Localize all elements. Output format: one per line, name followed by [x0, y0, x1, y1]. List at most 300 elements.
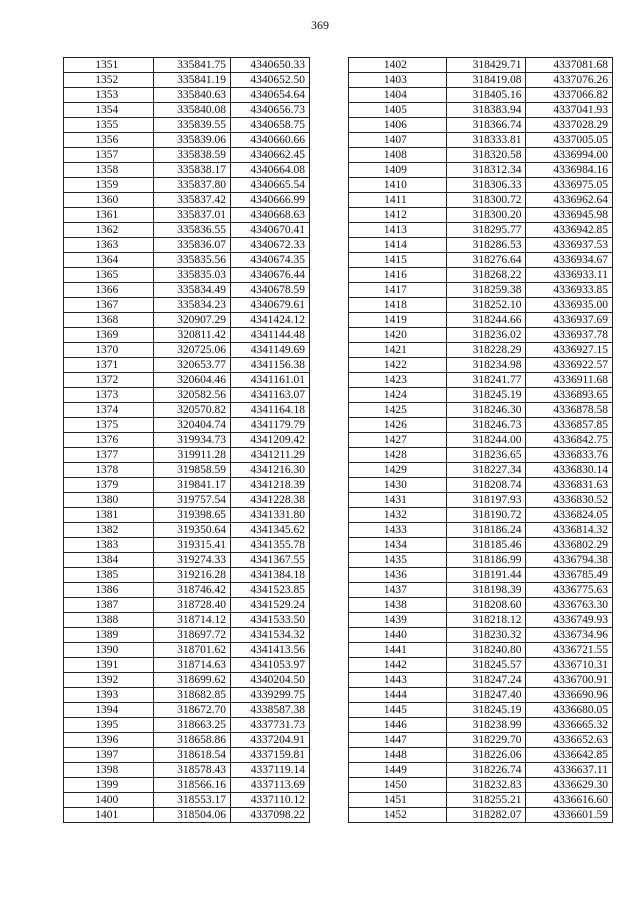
table-row — [349, 328, 613, 343]
table-row — [349, 808, 613, 823]
point-number-cell: 1402 — [349, 58, 447, 73]
x-coordinate-cell: 335837.01 — [154, 208, 231, 223]
table-row — [64, 688, 310, 703]
x-coordinate-cell: 318247.24 — [446, 673, 526, 688]
y-coordinate-cell: 4338587.38 — [230, 703, 309, 718]
point-number-cell: 1354 — [64, 103, 154, 118]
y-coordinate-cell: 4340650.33 — [230, 58, 309, 73]
y-coordinate-cell: 4336975.05 — [526, 178, 613, 193]
x-coordinate-cell: 335841.19 — [154, 73, 231, 88]
point-number-cell: 1366 — [64, 283, 154, 298]
point-number-cell: 1426 — [349, 418, 447, 433]
y-coordinate-cell: 4336830.14 — [526, 463, 613, 478]
x-coordinate-cell: 318672.70 — [154, 703, 231, 718]
y-coordinate-cell: 4340652.50 — [230, 73, 309, 88]
x-coordinate-cell: 318218.12 — [446, 613, 526, 628]
point-number-cell: 1421 — [349, 343, 447, 358]
table-row — [349, 673, 613, 688]
point-number-cell: 1395 — [64, 718, 154, 733]
y-coordinate-cell: 4340664.08 — [230, 163, 309, 178]
y-coordinate-cell: 4340665.54 — [230, 178, 309, 193]
y-coordinate-cell: 4336775.63 — [526, 583, 613, 598]
point-number-cell: 1419 — [349, 313, 447, 328]
table-row — [64, 298, 310, 313]
point-number-cell: 1424 — [349, 388, 447, 403]
table-row — [349, 718, 613, 733]
table-row — [349, 133, 613, 148]
y-coordinate-cell: 4340658.75 — [230, 118, 309, 133]
table-row — [349, 733, 613, 748]
x-coordinate-cell: 318252.10 — [446, 298, 526, 313]
table-row — [349, 643, 613, 658]
x-coordinate-cell: 335839.06 — [154, 133, 231, 148]
point-number-cell: 1442 — [349, 658, 447, 673]
table-row — [64, 358, 310, 373]
point-number-cell: 1400 — [64, 793, 154, 808]
table-row — [64, 478, 310, 493]
x-coordinate-cell: 318238.99 — [446, 718, 526, 733]
x-coordinate-cell: 335839.55 — [154, 118, 231, 133]
table-row — [64, 763, 310, 778]
y-coordinate-cell: 4340204.50 — [230, 673, 309, 688]
point-number-cell: 1445 — [349, 703, 447, 718]
x-coordinate-cell: 318244.00 — [446, 433, 526, 448]
x-coordinate-cell: 318701.62 — [154, 643, 231, 658]
table-row — [64, 178, 310, 193]
y-coordinate-cell: 4337098.22 — [230, 808, 309, 823]
point-number-cell: 1390 — [64, 643, 154, 658]
y-coordinate-cell: 4340672.33 — [230, 238, 309, 253]
table-row — [64, 163, 310, 178]
table-row — [349, 658, 613, 673]
point-number-cell: 1444 — [349, 688, 447, 703]
x-coordinate-cell: 319841.17 — [154, 478, 231, 493]
point-number-cell: 1401 — [64, 808, 154, 823]
y-coordinate-cell: 4336962.64 — [526, 193, 613, 208]
y-coordinate-cell: 4341424.12 — [230, 313, 309, 328]
page-number: 369 — [311, 18, 329, 32]
x-coordinate-cell: 318227.34 — [446, 463, 526, 478]
x-coordinate-cell: 318682.85 — [154, 688, 231, 703]
point-number-cell: 1382 — [64, 523, 154, 538]
table-row — [64, 673, 310, 688]
point-number-cell: 1408 — [349, 148, 447, 163]
y-coordinate-cell: 4336942.85 — [526, 223, 613, 238]
x-coordinate-cell: 318663.25 — [154, 718, 231, 733]
point-number-cell: 1443 — [349, 673, 447, 688]
y-coordinate-cell: 4337041.93 — [526, 103, 613, 118]
point-number-cell: 1370 — [64, 343, 154, 358]
point-number-cell: 1433 — [349, 523, 447, 538]
table-row — [349, 103, 613, 118]
table-row — [64, 538, 310, 553]
table-row — [64, 463, 310, 478]
coordinates-table-right-body — [349, 58, 613, 823]
x-coordinate-cell: 318245.19 — [446, 703, 526, 718]
y-coordinate-cell: 4337731.73 — [230, 718, 309, 733]
x-coordinate-cell: 320582.56 — [154, 388, 231, 403]
point-number-cell: 1352 — [64, 73, 154, 88]
x-coordinate-cell: 318230.32 — [446, 628, 526, 643]
x-coordinate-cell: 335835.03 — [154, 268, 231, 283]
x-coordinate-cell: 318268.22 — [446, 268, 526, 283]
x-coordinate-cell: 318259.38 — [446, 283, 526, 298]
point-number-cell: 1399 — [64, 778, 154, 793]
x-coordinate-cell: 319350.64 — [154, 523, 231, 538]
y-coordinate-cell: 4340656.73 — [230, 103, 309, 118]
table-row — [64, 88, 310, 103]
point-number-cell: 1427 — [349, 433, 447, 448]
table-row — [349, 58, 613, 73]
point-number-cell: 1353 — [64, 88, 154, 103]
table-row — [349, 478, 613, 493]
x-coordinate-cell: 319398.65 — [154, 508, 231, 523]
y-coordinate-cell: 4336830.52 — [526, 493, 613, 508]
x-coordinate-cell: 319274.33 — [154, 553, 231, 568]
y-coordinate-cell: 4341164.18 — [230, 403, 309, 418]
table-row — [64, 373, 310, 388]
y-coordinate-cell: 4337066.82 — [526, 88, 613, 103]
point-number-cell: 1386 — [64, 583, 154, 598]
y-coordinate-cell: 4336994.00 — [526, 148, 613, 163]
point-number-cell: 1416 — [349, 268, 447, 283]
y-coordinate-cell: 4336893.65 — [526, 388, 613, 403]
table-row — [64, 403, 310, 418]
point-number-cell: 1371 — [64, 358, 154, 373]
point-number-cell: 1439 — [349, 613, 447, 628]
point-number-cell: 1434 — [349, 538, 447, 553]
y-coordinate-cell: 4340654.64 — [230, 88, 309, 103]
table-row — [349, 523, 613, 538]
point-number-cell: 1451 — [349, 793, 447, 808]
y-coordinate-cell: 4336652.63 — [526, 733, 613, 748]
y-coordinate-cell: 4340670.41 — [230, 223, 309, 238]
table-row — [349, 553, 613, 568]
point-number-cell: 1437 — [349, 583, 447, 598]
x-coordinate-cell: 318312.34 — [446, 163, 526, 178]
x-coordinate-cell: 318300.20 — [446, 208, 526, 223]
x-coordinate-cell: 320604.46 — [154, 373, 231, 388]
point-number-cell: 1415 — [349, 253, 447, 268]
point-number-cell: 1405 — [349, 103, 447, 118]
point-number-cell: 1438 — [349, 598, 447, 613]
x-coordinate-cell: 318658.86 — [154, 733, 231, 748]
y-coordinate-cell: 4336933.85 — [526, 283, 613, 298]
table-row — [349, 628, 613, 643]
point-number-cell: 1360 — [64, 193, 154, 208]
point-number-cell: 1381 — [64, 508, 154, 523]
table-row — [349, 778, 613, 793]
y-coordinate-cell: 4336878.58 — [526, 403, 613, 418]
point-number-cell: 1392 — [64, 673, 154, 688]
table-row — [349, 613, 613, 628]
point-number-cell: 1425 — [349, 403, 447, 418]
table-row — [349, 568, 613, 583]
y-coordinate-cell: 4341179.79 — [230, 418, 309, 433]
x-coordinate-cell: 318186.24 — [446, 523, 526, 538]
x-coordinate-cell: 318419.08 — [446, 73, 526, 88]
table-row — [349, 253, 613, 268]
table-row — [64, 343, 310, 358]
y-coordinate-cell: 4336802.29 — [526, 538, 613, 553]
point-number-cell: 1435 — [349, 553, 447, 568]
x-coordinate-cell: 319216.28 — [154, 568, 231, 583]
x-coordinate-cell: 335838.59 — [154, 148, 231, 163]
y-coordinate-cell: 4336721.55 — [526, 643, 613, 658]
coordinates-table-right — [348, 57, 613, 823]
x-coordinate-cell: 318286.53 — [446, 238, 526, 253]
point-number-cell: 1430 — [349, 478, 447, 493]
y-coordinate-cell: 4337119.14 — [230, 763, 309, 778]
table-row — [64, 748, 310, 763]
point-number-cell: 1436 — [349, 568, 447, 583]
y-coordinate-cell: 4341355.78 — [230, 538, 309, 553]
y-coordinate-cell: 4341523.85 — [230, 583, 309, 598]
point-number-cell: 1407 — [349, 133, 447, 148]
point-number-cell: 1359 — [64, 178, 154, 193]
x-coordinate-cell: 318714.12 — [154, 613, 231, 628]
table-row — [349, 388, 613, 403]
point-number-cell: 1447 — [349, 733, 447, 748]
point-number-cell: 1448 — [349, 748, 447, 763]
table-row — [349, 178, 613, 193]
table-row — [64, 448, 310, 463]
x-coordinate-cell: 318236.02 — [446, 328, 526, 343]
y-coordinate-cell: 4336824.05 — [526, 508, 613, 523]
y-coordinate-cell: 4336637.11 — [526, 763, 613, 778]
point-number-cell: 1428 — [349, 448, 447, 463]
point-number-cell: 1369 — [64, 328, 154, 343]
table-row — [64, 583, 310, 598]
table-row — [64, 58, 310, 73]
x-coordinate-cell: 319858.59 — [154, 463, 231, 478]
point-number-cell: 1373 — [64, 388, 154, 403]
y-coordinate-cell: 4341211.29 — [230, 448, 309, 463]
x-coordinate-cell: 318208.74 — [446, 478, 526, 493]
y-coordinate-cell: 4341533.50 — [230, 613, 309, 628]
y-coordinate-cell: 4336665.32 — [526, 718, 613, 733]
table-row — [349, 298, 613, 313]
point-number-cell: 1413 — [349, 223, 447, 238]
y-coordinate-cell: 4337204.91 — [230, 733, 309, 748]
x-coordinate-cell: 318566.16 — [154, 778, 231, 793]
x-coordinate-cell: 318197.93 — [446, 493, 526, 508]
y-coordinate-cell: 4340660.66 — [230, 133, 309, 148]
x-coordinate-cell: 335836.55 — [154, 223, 231, 238]
table-row — [64, 208, 310, 223]
point-number-cell: 1446 — [349, 718, 447, 733]
point-number-cell: 1363 — [64, 238, 154, 253]
point-number-cell: 1376 — [64, 433, 154, 448]
x-coordinate-cell: 335836.07 — [154, 238, 231, 253]
point-number-cell: 1357 — [64, 148, 154, 163]
point-number-cell: 1384 — [64, 553, 154, 568]
y-coordinate-cell: 4341529.24 — [230, 598, 309, 613]
table-row — [64, 418, 310, 433]
y-coordinate-cell: 4336857.85 — [526, 418, 613, 433]
table-row — [64, 793, 310, 808]
y-coordinate-cell: 4341534.32 — [230, 628, 309, 643]
point-number-cell: 1431 — [349, 493, 447, 508]
x-coordinate-cell: 318244.66 — [446, 313, 526, 328]
x-coordinate-cell: 318697.72 — [154, 628, 231, 643]
point-number-cell: 1393 — [64, 688, 154, 703]
y-coordinate-cell: 4341209.42 — [230, 433, 309, 448]
x-coordinate-cell: 335834.23 — [154, 298, 231, 313]
table-row — [349, 223, 613, 238]
x-coordinate-cell: 335840.63 — [154, 88, 231, 103]
x-coordinate-cell: 318728.40 — [154, 598, 231, 613]
x-coordinate-cell: 318246.30 — [446, 403, 526, 418]
y-coordinate-cell: 4340662.45 — [230, 148, 309, 163]
y-coordinate-cell: 4340679.61 — [230, 298, 309, 313]
x-coordinate-cell: 318198.39 — [446, 583, 526, 598]
table-row — [64, 628, 310, 643]
table-row — [349, 598, 613, 613]
y-coordinate-cell: 4336937.78 — [526, 328, 613, 343]
point-number-cell: 1351 — [64, 58, 154, 73]
x-coordinate-cell: 318232.83 — [446, 778, 526, 793]
y-coordinate-cell: 4337113.69 — [230, 778, 309, 793]
y-coordinate-cell: 4337005.05 — [526, 133, 613, 148]
point-number-cell: 1440 — [349, 628, 447, 643]
x-coordinate-cell: 318746.42 — [154, 583, 231, 598]
y-coordinate-cell: 4336934.67 — [526, 253, 613, 268]
table-row — [64, 103, 310, 118]
point-number-cell: 1432 — [349, 508, 447, 523]
table-row — [64, 808, 310, 823]
y-coordinate-cell: 4341156.38 — [230, 358, 309, 373]
x-coordinate-cell: 320570.82 — [154, 403, 231, 418]
table-row — [64, 508, 310, 523]
y-coordinate-cell: 4341345.62 — [230, 523, 309, 538]
point-number-cell: 1414 — [349, 238, 447, 253]
y-coordinate-cell: 4336734.96 — [526, 628, 613, 643]
point-number-cell: 1420 — [349, 328, 447, 343]
x-coordinate-cell: 318191.44 — [446, 568, 526, 583]
point-number-cell: 1409 — [349, 163, 447, 178]
table-row — [64, 328, 310, 343]
point-number-cell: 1356 — [64, 133, 154, 148]
point-number-cell: 1398 — [64, 763, 154, 778]
table-row — [64, 73, 310, 88]
x-coordinate-cell: 318247.40 — [446, 688, 526, 703]
point-number-cell: 1367 — [64, 298, 154, 313]
point-number-cell: 1441 — [349, 643, 447, 658]
point-number-cell: 1368 — [64, 313, 154, 328]
point-number-cell: 1364 — [64, 253, 154, 268]
point-number-cell: 1388 — [64, 613, 154, 628]
table-row — [64, 193, 310, 208]
table-row — [349, 433, 613, 448]
table-row — [349, 403, 613, 418]
table-row — [64, 313, 310, 328]
y-coordinate-cell: 4336937.69 — [526, 313, 613, 328]
point-number-cell: 1383 — [64, 538, 154, 553]
y-coordinate-cell: 4336937.53 — [526, 238, 613, 253]
x-coordinate-cell: 318504.06 — [154, 808, 231, 823]
point-number-cell: 1452 — [349, 808, 447, 823]
table-row — [349, 238, 613, 253]
x-coordinate-cell: 335835.56 — [154, 253, 231, 268]
table-row — [64, 238, 310, 253]
point-number-cell: 1417 — [349, 283, 447, 298]
y-coordinate-cell: 4336601.59 — [526, 808, 613, 823]
table-row — [349, 748, 613, 763]
y-coordinate-cell: 4336945.98 — [526, 208, 613, 223]
x-coordinate-cell: 335834.49 — [154, 283, 231, 298]
table-row — [349, 313, 613, 328]
x-coordinate-cell: 318240.80 — [446, 643, 526, 658]
point-number-cell: 1387 — [64, 598, 154, 613]
point-number-cell: 1406 — [349, 118, 447, 133]
x-coordinate-cell: 335838.17 — [154, 163, 231, 178]
y-coordinate-cell: 4336642.85 — [526, 748, 613, 763]
point-number-cell: 1429 — [349, 463, 447, 478]
y-coordinate-cell: 4336842.75 — [526, 433, 613, 448]
table-row — [64, 253, 310, 268]
x-coordinate-cell: 320907.29 — [154, 313, 231, 328]
x-coordinate-cell: 335840.08 — [154, 103, 231, 118]
point-number-cell: 1389 — [64, 628, 154, 643]
table-row — [349, 373, 613, 388]
y-coordinate-cell: 4336785.49 — [526, 568, 613, 583]
x-coordinate-cell: 318255.21 — [446, 793, 526, 808]
x-coordinate-cell: 318320.58 — [446, 148, 526, 163]
x-coordinate-cell: 335841.75 — [154, 58, 231, 73]
y-coordinate-cell: 4341163.07 — [230, 388, 309, 403]
y-coordinate-cell: 4336984.16 — [526, 163, 613, 178]
point-number-cell: 1362 — [64, 223, 154, 238]
x-coordinate-cell: 318185.46 — [446, 538, 526, 553]
x-coordinate-cell: 318236.65 — [446, 448, 526, 463]
y-coordinate-cell: 4340676.44 — [230, 268, 309, 283]
x-coordinate-cell: 318226.74 — [446, 763, 526, 778]
y-coordinate-cell: 4337081.68 — [526, 58, 613, 73]
x-coordinate-cell: 318295.77 — [446, 223, 526, 238]
coordinates-table-left — [63, 57, 310, 823]
point-number-cell: 1377 — [64, 448, 154, 463]
table-row — [349, 208, 613, 223]
table-row — [349, 268, 613, 283]
table-row — [349, 148, 613, 163]
table-row — [64, 118, 310, 133]
table-row — [349, 793, 613, 808]
y-coordinate-cell: 4336700.91 — [526, 673, 613, 688]
point-number-cell: 1391 — [64, 658, 154, 673]
table-row — [349, 538, 613, 553]
point-number-cell: 1380 — [64, 493, 154, 508]
y-coordinate-cell: 4336814.32 — [526, 523, 613, 538]
table-row — [64, 553, 310, 568]
x-coordinate-cell: 319315.41 — [154, 538, 231, 553]
point-number-cell: 1358 — [64, 163, 154, 178]
y-coordinate-cell: 4340674.35 — [230, 253, 309, 268]
point-number-cell: 1403 — [349, 73, 447, 88]
x-coordinate-cell: 319911.28 — [154, 448, 231, 463]
y-coordinate-cell: 4341228.38 — [230, 493, 309, 508]
x-coordinate-cell: 318282.07 — [446, 808, 526, 823]
y-coordinate-cell: 4341367.55 — [230, 553, 309, 568]
point-number-cell: 1396 — [64, 733, 154, 748]
y-coordinate-cell: 4340678.59 — [230, 283, 309, 298]
x-coordinate-cell: 320404.74 — [154, 418, 231, 433]
table-row — [64, 718, 310, 733]
table-row — [64, 433, 310, 448]
point-number-cell: 1385 — [64, 568, 154, 583]
table-row — [64, 148, 310, 163]
x-coordinate-cell: 318241.77 — [446, 373, 526, 388]
